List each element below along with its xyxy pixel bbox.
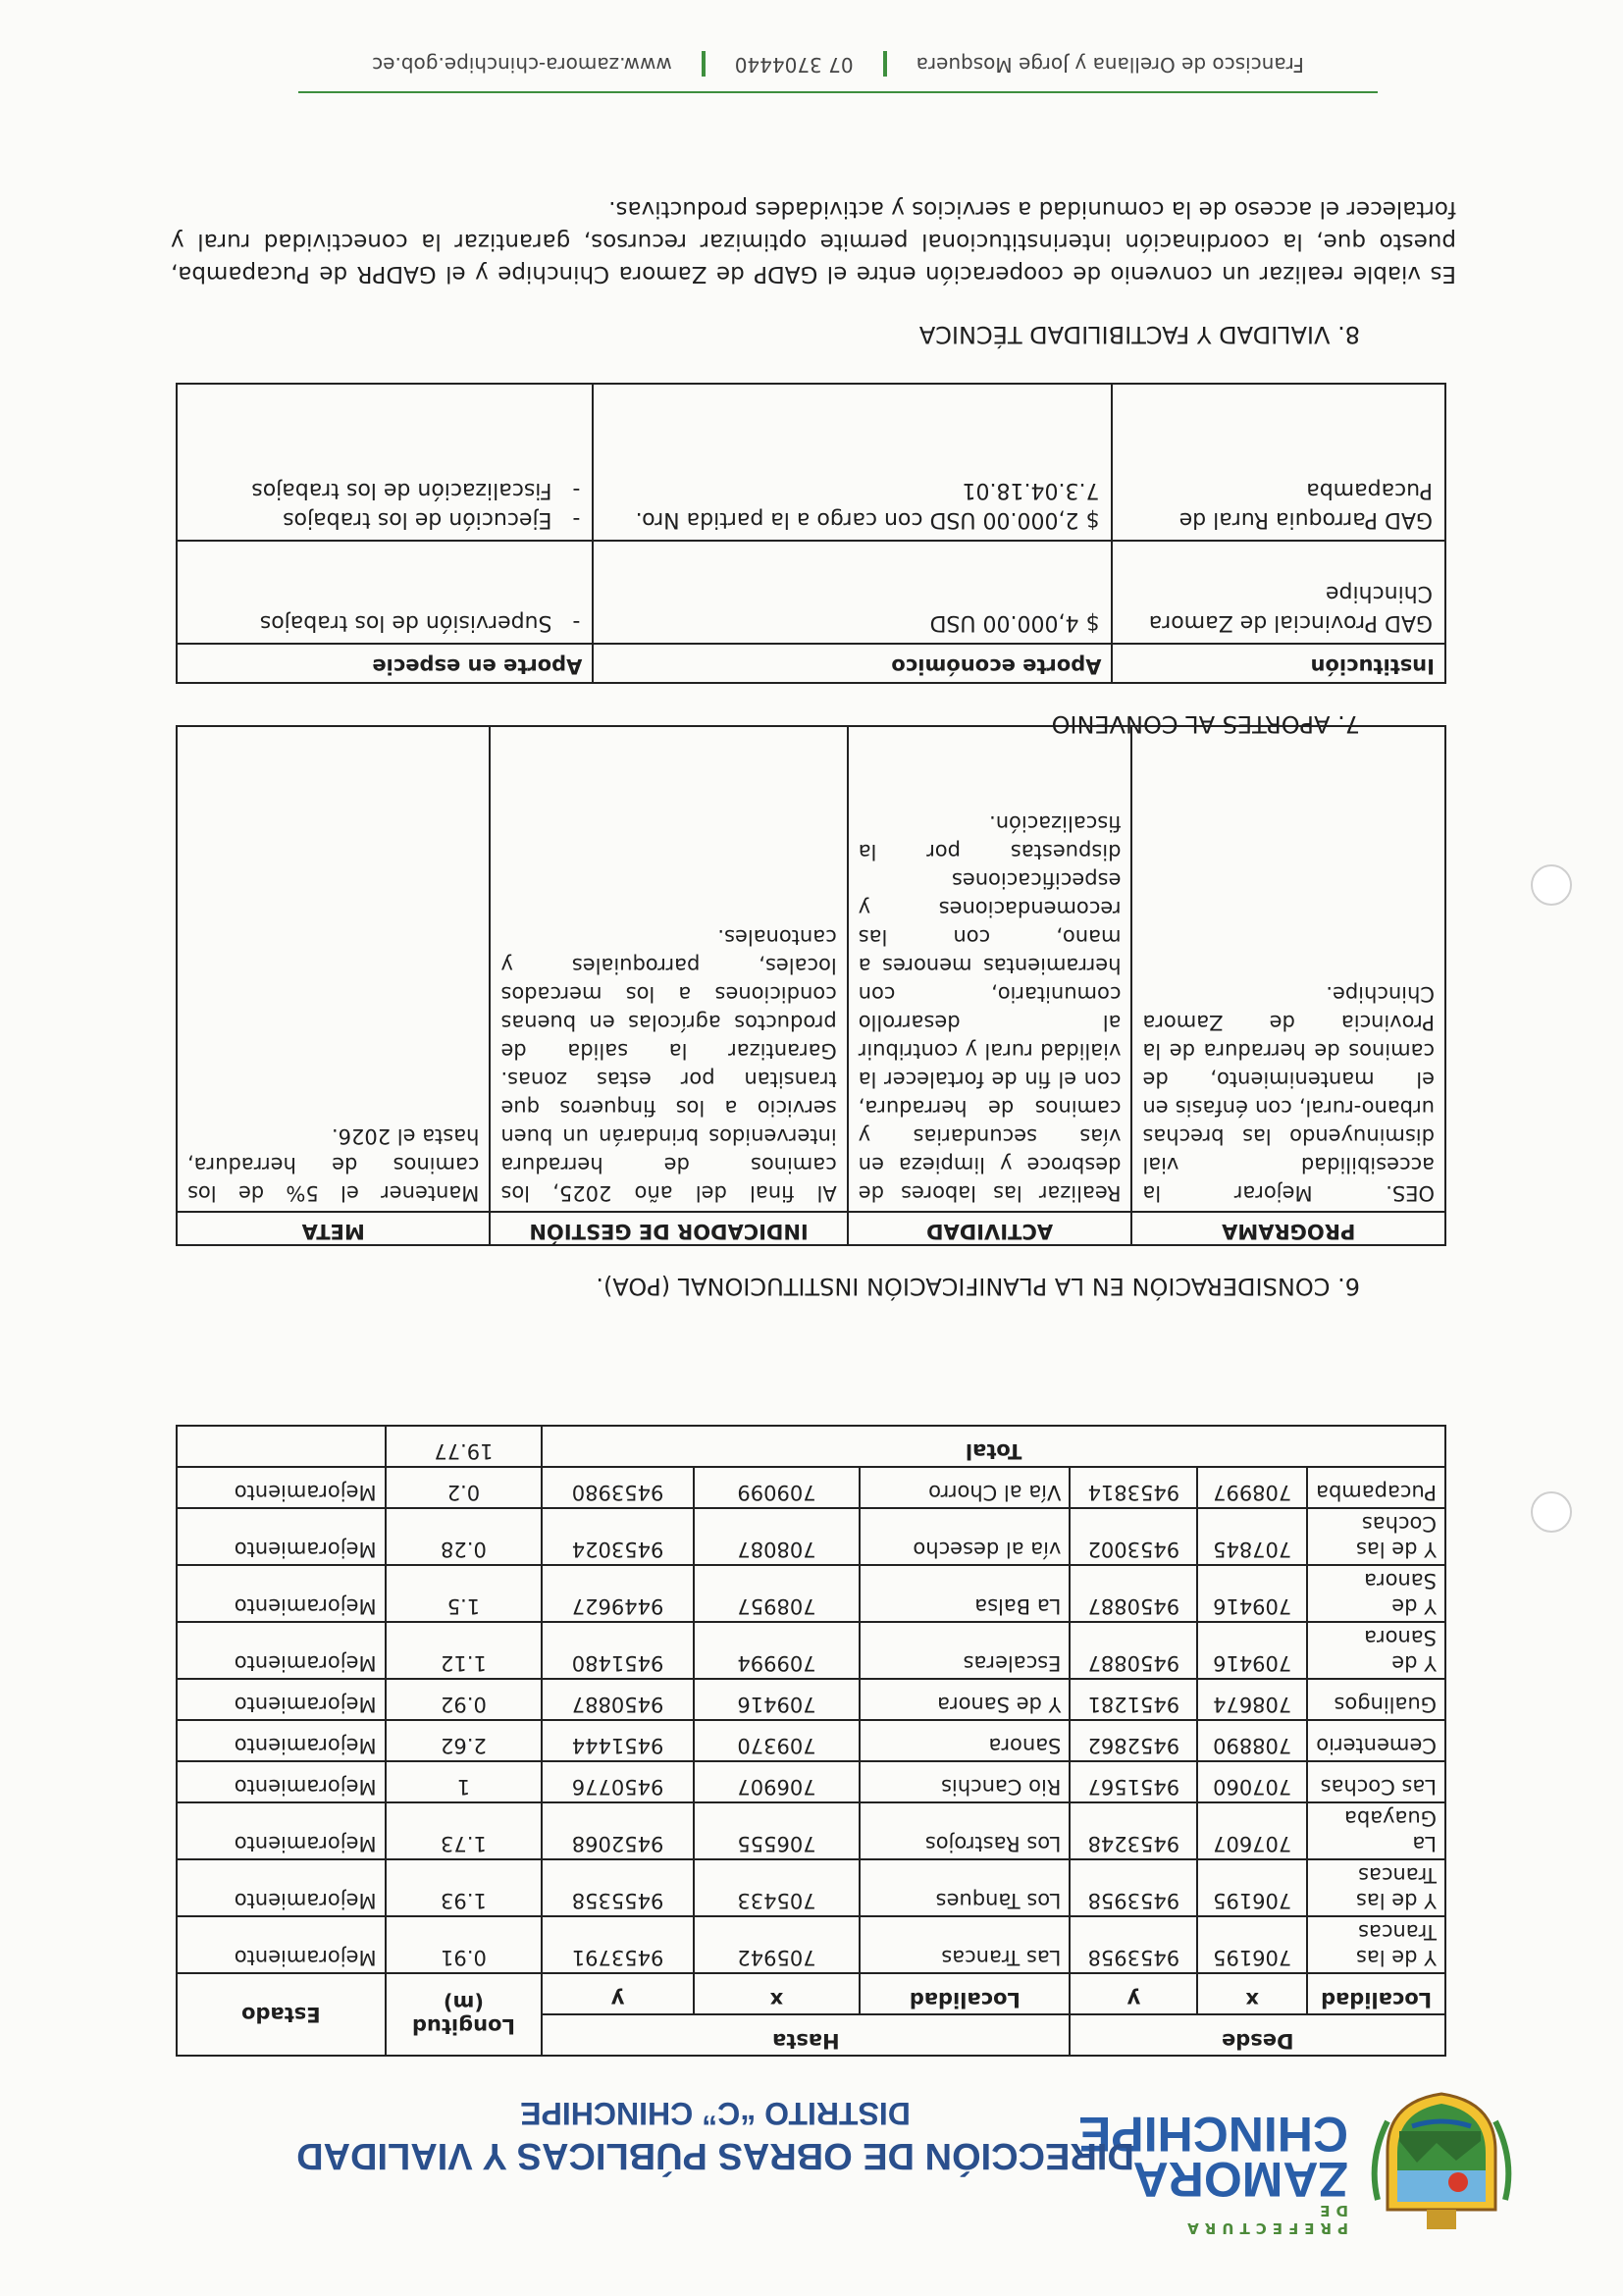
cell-to-y: 9452068 [542,1802,694,1859]
aportes-row [177,541,1445,644]
cell-estado: Mejoramiento [177,1859,386,1916]
cell-to-localidad: Rio Canchis [860,1761,1070,1802]
brand-block [1077,2107,1348,2237]
cell-to-y: 9453024 [542,1508,694,1565]
cell-from-x: 708674 [1197,1679,1307,1720]
cell-from-x: 706195 [1197,1916,1307,1973]
cell-longitud: 0.28 [386,1508,543,1565]
cell-to-localidad: La Balsa [860,1565,1070,1622]
cell-longitud: 0.2 [386,1467,543,1508]
footer [298,51,1378,77]
cell-to-x: 708957 [694,1565,860,1622]
cell-longitud: 1.73 [386,1802,543,1859]
cell-from-y: 9452862 [1070,1720,1197,1761]
poa-header-row [177,1212,1445,1245]
cell-from-x: 709416 [1197,1565,1307,1622]
cell-from-y: 9450887 [1070,1565,1197,1622]
cell-to-x: 705433 [694,1859,860,1916]
section-8-title: 8. VIALIDAD Y FACTIBILIDAD TÉCNICA [918,321,1360,348]
cell-from-x: 708997 [1197,1467,1307,1508]
table-row [177,1761,1445,1802]
total-value: 19.77 [386,1426,543,1467]
cell-longitud: 1.5 [386,1565,543,1622]
cell-from-y: 9451567 [1070,1761,1197,1802]
poa-indicador: Al final del año 2025, los caminos de herradura intervenidos brindarán un buen servicio a los finqueros que transitan por estas zonas. Garantizar la salida de productos agrícolas en buenas condiciones a los mercados locales, parroquiales y cantonales. [490,726,847,1212]
header-x-hasta: x [694,1973,860,2014]
aporte-especie-item: - Ejecución de los trabajos [283,507,581,532]
cell-to-localidad: Los Rastrojos [860,1802,1070,1859]
cell-longitud: 0.92 [386,1679,543,1720]
footer-address: Francisco de Orellana y Jorge Mosquera [916,53,1304,77]
aportes-row [177,384,1445,541]
table-row [177,1720,1445,1761]
header-longitud: Longitud (m) [386,1973,543,2056]
table-row [177,1859,1445,1916]
footer-website[interactable]: www.zamora-chinchipe.gob.ec [372,53,672,77]
footer-separator [883,51,887,77]
cell-estado: Mejoramiento [177,1802,386,1859]
cell-to-x: 706555 [694,1802,860,1859]
cell-estado: Mejoramiento [177,1916,386,1973]
roads-header-row-1 [177,2014,1445,2056]
cell-from-localidad: Y de Sanora [1307,1565,1445,1622]
cell-to-localidad: Sanora [860,1720,1070,1761]
cell-to-y: 9449627 [542,1565,694,1622]
footer-divider [298,91,1378,93]
section-7-title: 7. APORTES AL CONVENIO [1051,710,1360,738]
roads-body [177,1426,1445,1973]
aporte-especie-item: - Supervisión de los trabajos [259,610,581,635]
cell-from-localidad: Las Cochas [1307,1761,1445,1802]
total-label: Total [542,1426,1445,1467]
cell-from-x: 707845 [1197,1508,1307,1565]
brand-name-chinchipe: CHINCHIPE [1077,2107,1348,2162]
cell-longitud: 1.93 [386,1859,543,1916]
header-actividad: ACTIVIDAD [848,1212,1132,1245]
table-row [177,1565,1445,1622]
total-empty-cell [177,1426,386,1467]
cell-from-y: 9453814 [1070,1467,1197,1508]
brand-small-text: PREFECTURA DE [1181,2202,1348,2237]
header-localidad-desde: Localidad [1307,1973,1445,2014]
cell-to-y: 9451444 [542,1720,694,1761]
table-row [177,1802,1445,1859]
cell-to-x: 709370 [694,1720,860,1761]
aporte-especie-text: Fiscalización de los trabajos [251,478,552,502]
header-y-desde: y [1070,1973,1197,2014]
header-indicador: INDICADOR DE GESTIÓN [490,1212,847,1245]
cell-estado: Mejoramiento [177,1467,386,1508]
header-aporte-especie: Aporte en especie [177,644,593,683]
footer-phone: 07 3704440 [734,53,854,77]
cell-to-y: 9450887 [542,1679,694,1720]
cell-from-x: 709416 [1197,1622,1307,1679]
cell-to-localidad: Y de Sanora [860,1679,1070,1720]
aporte-especie-item: - Fiscalización de los trabajos [251,478,581,502]
aporte-economico: $ 2,000.00 USD con cargo a la partida Nro. 7.3.04.18.01 [593,384,1112,541]
cell-longitud: 2.62 [386,1720,543,1761]
cell-from-x: 707607 [1197,1802,1307,1859]
table-row [177,1467,1445,1508]
cell-to-y: 9453791 [542,1916,694,1973]
cell-to-localidad: vía al desecho [860,1508,1070,1565]
cell-from-x: 707060 [1197,1761,1307,1802]
poa-row [177,726,1445,1212]
cell-from-localidad: Y de las Trancas [1307,1859,1445,1916]
aportes-header-row [177,644,1445,683]
district-title: DISTRITO “C” CHINCHIPE [520,2096,911,2131]
aportes-table [176,383,1446,684]
cell-from-localidad: La Guayaba [1307,1802,1445,1859]
cell-from-y: 9453002 [1070,1508,1197,1565]
section-8-paragraph: Es viable realizar un convenio de cooperación entre el GADP de Zamora Chinchipe y el GADPR de Pucapamba, puesto que, la coordinación interinstitucional permite optimizar recursos, garantizar la conectividad rural y fortalecer el acceso de la comunidad a servicios y actividades productivas. [171,196,1456,287]
cell-estado: Mejoramiento [177,1622,386,1679]
table-row [177,1679,1445,1720]
table-row [177,1622,1445,1679]
header-titles [249,2094,1181,2178]
aporte-especie [177,541,593,644]
cell-longitud: 1 [386,1761,543,1802]
cell-longitud: 1.12 [386,1622,543,1679]
aporte-institucion: GAD Provincial de Zamora Chinchipe [1112,541,1445,644]
roads-table [176,1425,1446,2057]
cell-from-localidad: Y de Sanora [1307,1622,1445,1679]
cell-from-x: 706195 [1197,1859,1307,1916]
header-programa: PROGRAMA [1131,1212,1445,1245]
cell-to-y: 9451480 [542,1622,694,1679]
cell-from-localidad: Pucapamba [1307,1467,1445,1508]
aporte-institucion: GAD Parroquia Rural de Pucapamba [1112,384,1445,541]
cell-estado: Mejoramiento [177,1565,386,1622]
roads-total-row [177,1426,1445,1467]
poa-programa: OES. Mejorar la accesibilidad vial disminuyendo las brechas urbano-rural, con énfasis en el mantenimiento, de caminos de herradura de la Provincia de Zamora Chinchipe. [1131,726,1445,1212]
cell-from-localidad: Gualingos [1307,1679,1445,1720]
aporte-especie-text: Ejecución de los trabajos [283,507,552,532]
cell-to-y: 9455358 [542,1859,694,1916]
cell-from-y: 9453248 [1070,1802,1197,1859]
cell-from-x: 708890 [1197,1720,1307,1761]
cell-from-localidad: Cementerio [1307,1720,1445,1761]
cell-to-localidad: Las Trancas [860,1916,1070,1973]
cell-to-y: 9453980 [542,1467,694,1508]
header-x-desde: x [1197,1973,1307,2014]
cell-from-y: 9453958 [1070,1859,1197,1916]
cell-estado: Mejoramiento [177,1508,386,1565]
footer-separator [702,51,706,77]
cell-to-localidad: Los Tanques [860,1859,1070,1916]
cell-to-localidad: Vía al Chorro [860,1467,1070,1508]
cell-estado: Mejoramiento [177,1720,386,1761]
cell-to-x: 709416 [694,1679,860,1720]
poa-meta: Mantener el 5% de los caminos de herradura, hasta el 2026. [177,726,490,1212]
header-hasta: Hasta [542,2014,1070,2056]
header-institucion: Institución [1112,644,1445,683]
cell-to-x: 705942 [694,1916,860,1973]
cell-from-localidad: Y de las Cochas [1307,1508,1445,1565]
poa-actividad: Realizar las labores de desbroce y limpieza en vías secundarias y caminos de herradura, con el fin de fortalecer la vialidad rural y contribuir al desarrollo comunitario, con herramientas menores a mano, con las recomendaciones y especificaciones dispuestas por la fiscalización. [848,726,1132,1212]
brand-name-zamora: ZAMORA [1132,2152,1348,2207]
table-row [177,1508,1445,1565]
cell-from-y: 9453958 [1070,1916,1197,1973]
cell-to-localidad: Escaleras [860,1622,1070,1679]
header-desde: Desde [1070,2014,1445,2056]
header-aporte-economico: Aporte económico [593,644,1112,683]
cell-to-x: 708087 [694,1508,860,1565]
cell-estado: Mejoramiento [177,1679,386,1720]
header-meta: META [177,1212,490,1245]
header-estado: Estado [177,1973,386,2056]
header-localidad-hasta: Localidad [860,1973,1070,2014]
section-6-title: 6. CONSIDERACIÓN EN LA PLANIFICACIÓN INSTITUCIONAL (POA). [596,1273,1360,1300]
cell-from-y: 9451281 [1070,1679,1197,1720]
aporte-especie-text: Supervisión de los trabajos [259,610,552,635]
cell-longitud: 0.91 [386,1916,543,1973]
cell-to-y: 9450776 [542,1761,694,1802]
cell-to-x: 709099 [694,1467,860,1508]
cell-from-y: 9450887 [1070,1622,1197,1679]
coat-of-arms-logo [1368,2092,1515,2239]
cell-to-x: 709994 [694,1622,860,1679]
aporte-economico: $ 4,000.00 USD [593,541,1112,644]
header-y-hasta: y [542,1973,694,2014]
cell-estado: Mejoramiento [177,1761,386,1802]
cell-to-x: 706907 [694,1761,860,1802]
table-row [177,1916,1445,1973]
cell-from-localidad: Y de las Trancas [1307,1916,1445,1973]
aporte-especie [177,384,593,541]
binder-hole [1531,864,1572,906]
binder-hole [1531,1491,1572,1533]
department-title: DIRECCIÓN DE OBRAS PÚBLICAS Y VIALIDAD [296,2135,1134,2176]
poa-table [176,725,1446,1246]
